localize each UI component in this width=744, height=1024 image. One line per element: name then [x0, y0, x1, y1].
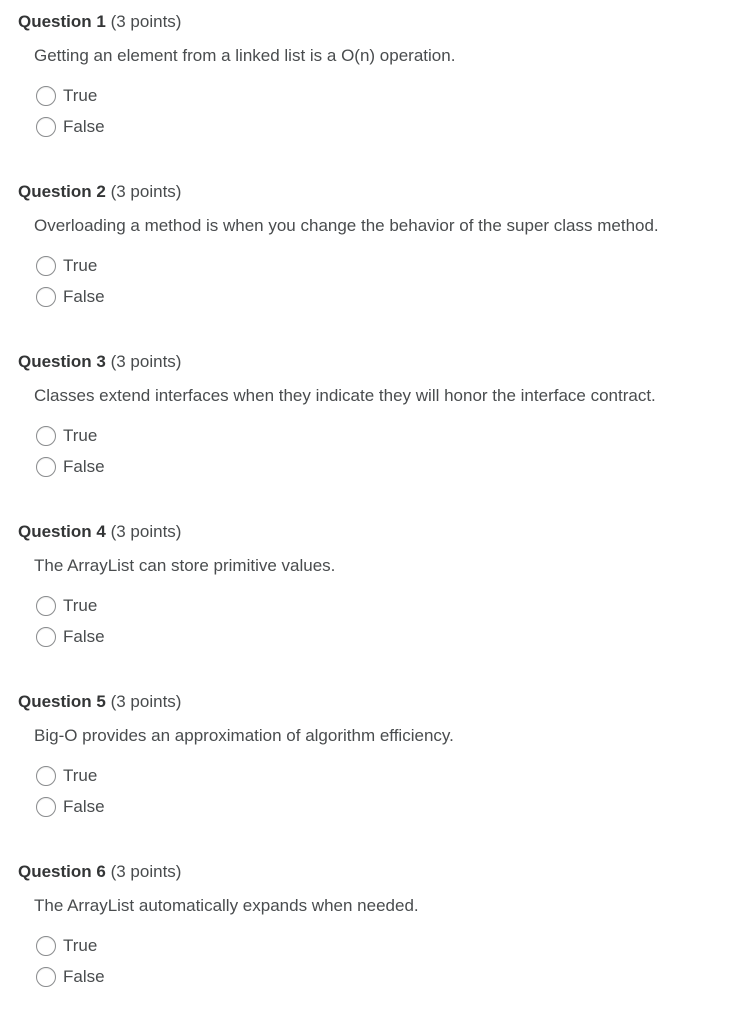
question-title: Question 2: [18, 182, 106, 201]
question-1: [0, 0, 744, 160]
question-4: [0, 510, 744, 670]
radio-button[interactable]: [36, 117, 56, 137]
question-header: [18, 520, 181, 544]
question-text: Getting an element from a linked list is a O(n) operation.: [34, 46, 456, 65]
question-text: Big-O provides an approximation of algorithm efficiency.: [34, 726, 454, 745]
question-points: (3 points): [110, 182, 182, 201]
option-label: True: [63, 86, 98, 105]
option-true[interactable]: [36, 423, 97, 449]
radio-button[interactable]: [36, 967, 56, 987]
question-points: (3 points): [110, 352, 182, 371]
question-2: [0, 170, 744, 330]
question-header: [18, 180, 181, 204]
question-points: (3 points): [110, 522, 182, 541]
question-points: (3 points): [110, 12, 182, 31]
radio-button[interactable]: [36, 627, 56, 647]
question-title: Question 5: [18, 692, 106, 711]
question-3: [0, 340, 744, 500]
radio-button[interactable]: [36, 256, 56, 276]
question-text: Overloading a method is when you change the behavior of the super class method.: [34, 216, 659, 235]
question-header: [18, 690, 181, 714]
option-true[interactable]: [36, 253, 97, 279]
question-text: Classes extend interfaces when they indicate they will honor the interface contract.: [34, 386, 656, 405]
option-label: False: [63, 797, 105, 816]
option-false[interactable]: [36, 114, 105, 140]
question-5: [0, 680, 744, 840]
question-title: Question 6: [18, 862, 106, 881]
radio-button[interactable]: [36, 936, 56, 956]
question-6: [0, 850, 744, 1010]
option-false[interactable]: [36, 964, 105, 990]
option-label: False: [63, 117, 105, 136]
option-false[interactable]: [36, 794, 105, 820]
radio-button[interactable]: [36, 766, 56, 786]
option-false[interactable]: [36, 284, 105, 310]
option-true[interactable]: [36, 933, 97, 959]
question-title: Question 4: [18, 522, 106, 541]
question-points: (3 points): [110, 862, 182, 881]
radio-button[interactable]: [36, 457, 56, 477]
question-text: The ArrayList can store primitive values.: [34, 556, 336, 575]
option-label: True: [63, 766, 98, 785]
radio-button[interactable]: [36, 86, 56, 106]
option-label: False: [63, 457, 105, 476]
option-false[interactable]: [36, 454, 105, 480]
option-label: False: [63, 287, 105, 306]
option-label: False: [63, 627, 105, 646]
question-title: Question 1: [18, 12, 106, 31]
option-false[interactable]: [36, 624, 105, 650]
option-true[interactable]: [36, 83, 97, 109]
question-header: [18, 860, 181, 884]
question-title: Question 3: [18, 352, 106, 371]
radio-button[interactable]: [36, 797, 56, 817]
option-true[interactable]: [36, 763, 97, 789]
radio-button[interactable]: [36, 426, 56, 446]
question-header: [18, 10, 181, 34]
option-label: True: [63, 426, 98, 445]
option-label: False: [63, 967, 105, 986]
option-label: True: [63, 256, 98, 275]
option-true[interactable]: [36, 593, 97, 619]
option-label: True: [63, 596, 98, 615]
radio-button[interactable]: [36, 287, 56, 307]
question-header: [18, 350, 181, 374]
option-label: True: [63, 936, 98, 955]
question-points: (3 points): [110, 692, 182, 711]
question-text: The ArrayList automatically expands when needed.: [34, 896, 419, 915]
radio-button[interactable]: [36, 596, 56, 616]
